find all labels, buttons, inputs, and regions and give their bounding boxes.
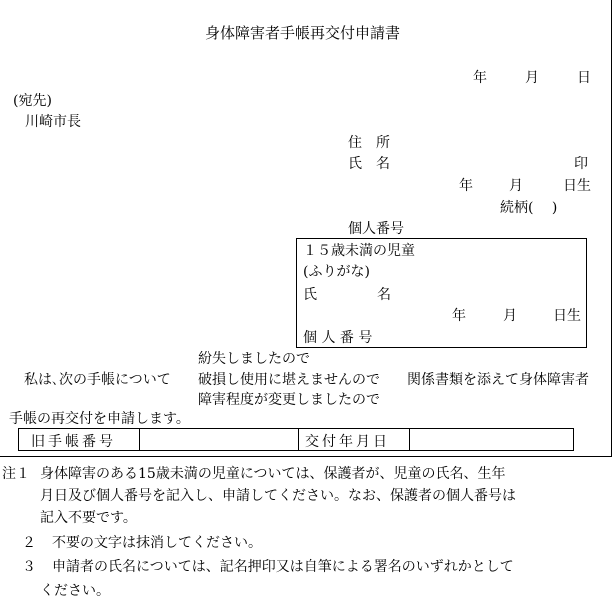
old-number-table xyxy=(18,428,574,451)
statement-prefix: 私は､次の手帳について xyxy=(24,372,171,388)
applicant-personal-number-label: 個人番号 xyxy=(348,221,404,237)
applicant-birth-month: 月 xyxy=(509,178,523,194)
applicant-birth-year: 年 xyxy=(459,178,473,194)
note-2-line-1: 不要の文字は抹消してください。 xyxy=(52,535,262,551)
applicant-name-label: 氏 名 xyxy=(348,156,390,172)
child-name-label-second: 名 xyxy=(377,287,391,303)
note-1-line-2: 月日及び個人番号を記入し、申請してください。なお、保護者の個人番号は xyxy=(40,488,516,504)
date-month: 月 xyxy=(525,70,539,86)
child-furigana-label: (ふりがな) xyxy=(303,264,370,280)
child-heading: １５歳未満の児童 xyxy=(303,243,415,259)
child-birth-year: 年 xyxy=(452,308,466,324)
applicant-address-label: 住 所 xyxy=(348,135,390,151)
child-personal-number-label: 個 人 番 号 xyxy=(303,330,373,346)
addressee-prefix: (宛先) xyxy=(13,93,52,109)
applicant-relationship: 続柄( ) xyxy=(500,200,558,216)
date-year: 年 xyxy=(473,70,487,86)
issue-date-label: 交付年月日 xyxy=(298,429,409,450)
old-number-label: 旧手帳番号 xyxy=(31,434,116,450)
child-name-label-first: 氏 xyxy=(303,287,317,303)
statement-option-lost: 紛失しましたので xyxy=(198,351,310,367)
note-3-line-2: ください。 xyxy=(40,583,110,599)
note-1-line-1: 身体障害のある15歳未満の児童については、保護者が、児童の氏名、生年 xyxy=(40,466,506,482)
addressee: 川崎市長 xyxy=(25,114,81,130)
statement-suffix: 関係書類を添えて身体障害者 xyxy=(407,372,589,388)
statement-option-changed: 障害程度が変更しましたので xyxy=(198,392,380,408)
note-3-line-1: 申請者の氏名については、記名押印又は自筆による署名のいずれかとして xyxy=(52,559,514,575)
child-birth-month: 月 xyxy=(503,308,517,324)
issue-date-field[interactable] xyxy=(409,429,573,450)
note-1-line-3: 記入不要です。 xyxy=(40,510,137,526)
note-1-marker: 注１ xyxy=(2,466,30,482)
date-day: 日 xyxy=(577,70,591,86)
form-title: 身体障害者手帳再交付申請書 xyxy=(205,24,401,42)
note-2-marker: ２ xyxy=(22,535,36,551)
old-number-field[interactable] xyxy=(139,429,298,450)
statement-line-2: 手帳の再交付を申請します。 xyxy=(9,411,190,427)
applicant-birth-day: 日生 xyxy=(563,178,591,194)
seal-mark: 印 xyxy=(574,156,588,172)
child-birth-day: 日生 xyxy=(553,308,581,324)
statement-option-damaged: 破損し使用に堪えませんので xyxy=(198,372,380,388)
note-3-marker: ３ xyxy=(22,559,36,575)
